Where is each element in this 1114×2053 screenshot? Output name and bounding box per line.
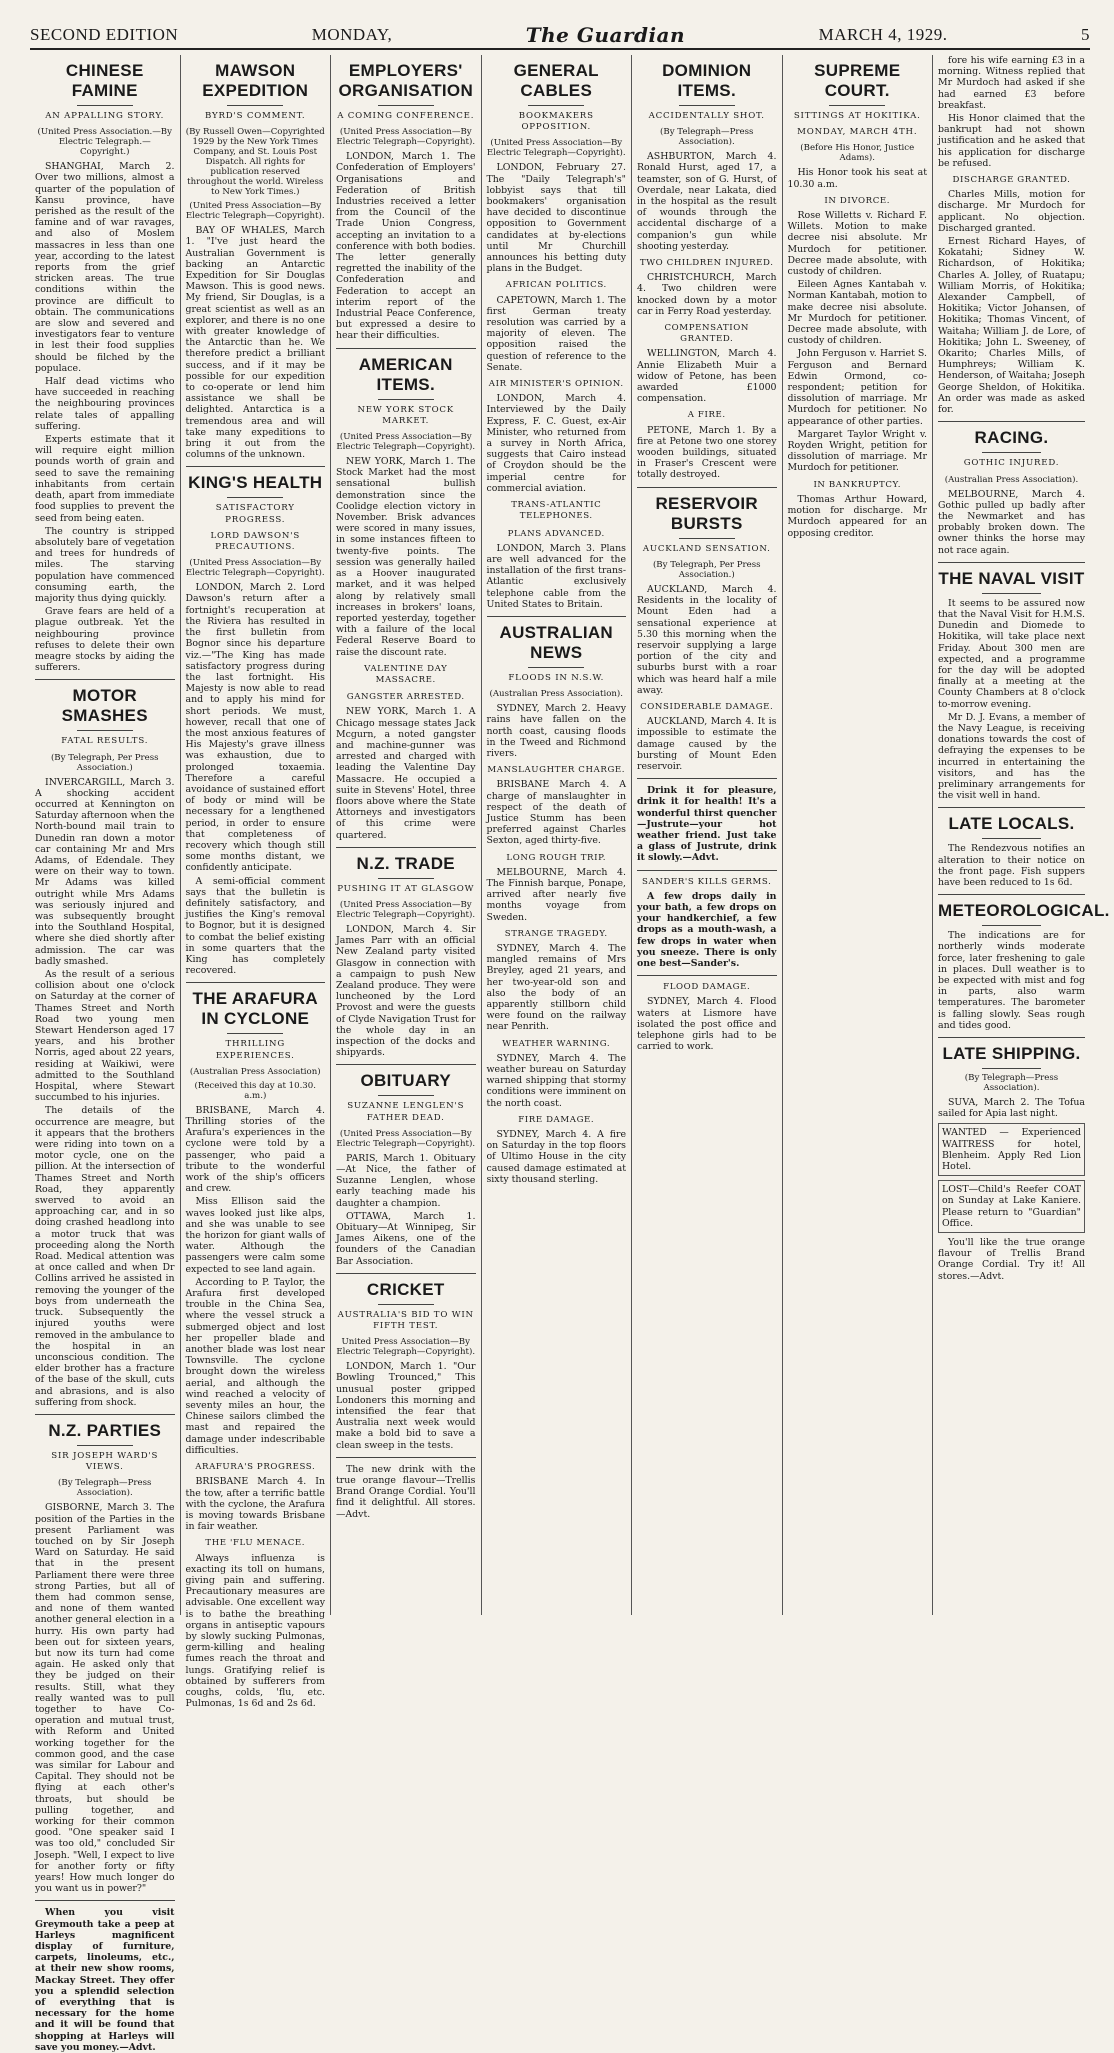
credit: (United Press Association.—By Electric Telegraph.—Copyright.) <box>37 127 172 158</box>
article-text: Thomas Arthur Howard, motion for discharge. Mr Murdoch appeared for an opposing creditor. <box>787 493 927 539</box>
section-heading: TRANS-ATLANTIC TELEPHONES. <box>511 500 602 522</box>
advertisement: The new drink with the true orange flavour—Trellis Brand Orange Cordial. You'll find it delightful. All stores.—Advt. <box>336 1463 476 1520</box>
subhead: AN APPALLING STORY. <box>45 111 165 121</box>
advertisement: Drink it for pleasure, drink it for health! It's a wonderful thirst quencher—Justrute—your hot weather friend. Just take a glass of Justrute, drink it slowly.—Advt. <box>637 785 777 864</box>
section-heading: MANSLAUGHTER CHARGE. <box>487 765 626 776</box>
headline: LATE SHIPPING. <box>942 1044 1081 1064</box>
section-heading: COMPENSATION GRANTED. <box>664 323 749 345</box>
headline: DOMINION ITEMS. <box>662 61 752 100</box>
article-text: As the result of a serious collision about one o'clock on Saturday at the corner of Thames Street and North Road two young men Stewart Henderson aged 17 years, and his brother Norris, aged about 22 years, residing at Waikiwi, were admitted to the Southland Hospital, where Stewart succumbed to his injuries. <box>35 969 175 1104</box>
headline: METEOROLOGICAL. <box>938 901 1110 921</box>
article-text: Rose Willetts v. Richard F. Willets. Motion to make decree nisi absolute. Mr Murdoch for petitioner. Decree made absolute, with custody of children. <box>787 210 927 278</box>
advertisement: A few drops daily in your bath, a few drops on your handkerchief, a few drops as a mouth-wash, a few drops in water when you sneeze. There is only one best—Sander's. <box>637 890 777 969</box>
article-text: MELBOURNE, March 4. The Finnish barque, Ponape, arrived after nearly five months voyage from Sweden. <box>486 866 626 923</box>
columns <box>30 55 1110 2053</box>
headline: AUSTRALIAN NEWS <box>499 622 613 662</box>
article-text: His Honor took his seat at 10.30 a.m. <box>787 167 927 190</box>
credit: (United Press Association—By Electric Telegraph—Copyright). <box>336 899 476 920</box>
advertisement: You'll like the true orange flavour of Trellis Brand Orange Cordial. Try it! All stores.—Advt. <box>938 1237 1085 1282</box>
headline: RESERVOIR BURSTS <box>655 493 759 533</box>
edition: SECOND EDITION <box>30 25 179 44</box>
article-text: Experts estimate that it will require eight million pounds worth of grain and seed to save the remaining inhabitants from certain death, apart from immediate food supplies to prevent the seed from being eaten. <box>35 434 175 524</box>
article-text: ASHBURTON, March 4. Ronald Hurst, aged 17, a teamster, son of G. Hurst, of Overdale, near Lakata, died in the hospital as the result of wounds through the accidental discharge of a companion's gun while shooting yesterday. <box>637 151 777 252</box>
article-text: Eileen Agnes Kantabah v. Norman Kantabah, motion to make decree nisi absolute. Mr Murdoch for petitioner. Decree made absolute, with custody of children. <box>787 279 927 347</box>
credit: (United Press Association—By Electric Telegraph—Copyright). <box>336 127 476 148</box>
article-text: WELLINGTON, March 4. Annie Elizabeth Muir a widow of Petone, has been awarded £1000 compensation. <box>637 348 777 405</box>
subhead: NEW YORK STOCK MARKET. <box>357 404 455 426</box>
article-text: MELBOURNE, March 4. Gothic pulled up badly after the Newmarket and has probably broken down. The owner thinks the horse may not race again. <box>938 488 1085 556</box>
headline: THE NAVAL VISIT <box>938 568 1085 588</box>
subhead: PUSHING IT AT GLASGOW <box>337 883 475 894</box>
credit: (By Telegraph, Per Press Association.) <box>652 559 761 580</box>
headline: GENERAL CABLES <box>513 61 599 100</box>
article-text: SYDNEY, March 4. Flood waters at Lismore have isolated the post office and telephone girls had to be carried to work. <box>637 996 777 1053</box>
day: MONDAY, <box>311 25 393 44</box>
article-text: INVERCARGILL, March 3. A shocking accident occurred at Kennington on Saturday afternoon when the North-bound mail train to Dunedin ran down a motor car containing Mr and Mrs Adams, of Edendale. They were on their way to town. Mr Adams was killed outright while Mrs Adams was seriously injured and was subsequently brought into the Southland Hospital, where she died shortly after admission. The car was badly smashed. <box>35 776 175 967</box>
section-heading: TWO CHILDREN INJURED. <box>639 258 774 269</box>
credit: (United Press Association—By Electric Telegraph—Copyright). <box>486 138 626 159</box>
classified-ad <box>938 1180 1085 1233</box>
section-heading: FIRE DAMAGE. <box>518 1114 595 1125</box>
article-text: BRISBANE March 4. In the tow, after a terrific battle with the cyclone, the Arafura is moving towards Brisbane in fair weather. <box>185 1476 325 1533</box>
section-heading: WEATHER WARNING. <box>502 1038 611 1049</box>
section-heading: IN DIVORCE. <box>824 195 891 206</box>
article-text: LONDON, March 4. Sir James Parr with an official New Zealand party visited Glasgow in connection with a campaign to push New Zealand produce. They were luncheoned by the Lord Provost and were the guests of Clyde Navigation Trust for the whole day in an inspection of the docks and shipyards. <box>336 923 476 1059</box>
article-text: Margaret Taylor Wright v. Royden Wright, petition for dissolution of marriage. Mr Murdoch for petitioner. <box>787 428 927 474</box>
column-3 <box>331 55 482 1615</box>
article-text: BAY OF WHALES, March 1. "I've just heard the Australian Government is backing an Antarctic Expedition for Sir Douglas Mawson. This is good news. My friend, Sir Douglas, is a great scientist as well as an explorer, and there is no one with greater knowledge of the Antarctic than he. We therefore predict a brilliant success, and if it may be possible for our expedition to co-operate or lend him assistance we shall be delighted. Antarctica is a tremendous area and will take many expeditions to bring it out from the columns of the unknown. <box>185 225 325 461</box>
section-heading: THE 'FLU MENACE. <box>205 1538 306 1549</box>
article-text: Half dead victims who have succeeded in reaching the neighbouring provinces relate tales of appalling suffering. <box>35 376 175 432</box>
section-heading: IN BANKRUPTCY. <box>813 479 902 490</box>
headline: N.Z. TRADE <box>356 853 455 873</box>
article-text: GISBORNE, March 3. The position of the Parties in the present Parliament was touched on by Sir Joseph Ward on Saturday. He said that in the present Parliament there were three strong Parties, but all of them had common sense, and none of them wanted another general election in a hurry. His own party had been out for sixteen years, but now its turn had come again. He asked only that they be judged on their results. Still, what they really wanted was to pull together to have Co-operation and mutual trust, with Reform and United working together for the common good, and the case was similar for Labour and Capital. They should not be flying at each other's throats, but should be pulling together, and working for their common good. "One speaker said I was too old," concluded Sir Joseph. "Well, I expect to live for another forty or fifty years! How much longer do you want us in power?" <box>35 1502 175 1895</box>
section-heading: LONG ROUGH TRIP. <box>506 852 607 863</box>
headline: AMERICAN ITEMS. <box>358 354 453 394</box>
article-text: The country is stripped absolutely bare of vegetation and trees for hundreds of miles. The starving population have commenced consuming earth, the majority thus dying quickly. <box>35 525 175 604</box>
column-4 <box>482 55 633 1615</box>
headline: SUPREME COURT. <box>814 61 901 100</box>
credit: (Australian Press Association). <box>944 474 1079 485</box>
article-text: PARIS, March 1. Obituary—At Nice, the father of Suzanne Lenglen, whose early teaching made his daughter a champion. <box>336 1152 476 1209</box>
advertisement: Always influenza is exacting its toll on humans, giving pain and suffering. Precautionary measures are advisable. One excellent way is to bathe the breathing organs in antiseptic vapours by slowly sucking Pulmonas, germ-killing and healing fumes reach the throat and lungs. Gratifying relief is obtained by sufferers from coughs, colds, 'flu, etc. Pulmonas, 1s 6d and 2s 6d. <box>185 1552 325 1710</box>
article-text: SUVA, March 2. The Tofua sailed for Apia last night. <box>938 1097 1085 1120</box>
headline: KING'S HEALTH <box>188 473 323 493</box>
credit: (United Press Association—By Electric Telegraph—Copyright). <box>336 1128 476 1149</box>
subhead: SIR JOSEPH WARD'S VIEWS. <box>51 1450 159 1473</box>
subhead: FATAL RESULTS. <box>61 736 149 747</box>
date: MARCH 4, 1929. <box>818 25 948 44</box>
credit: (By Telegraph—Press Association). <box>660 127 754 148</box>
classified-text: LOST—Child's Reefer COAT on Sunday at Lake Kaniere. Please return to "Guardian" Office. <box>942 1184 1081 1229</box>
subhead: A COMING CONFERENCE. <box>337 111 475 121</box>
column-2 <box>181 55 332 1710</box>
headline: RACING. <box>974 428 1049 448</box>
credit: (Received this day at 10.30. a.m.) <box>194 1080 316 1101</box>
section-heading: SANDER'S KILLS GERMS. <box>642 876 772 887</box>
subhead: THRILLING EXPERIENCES. <box>215 1039 295 1061</box>
section-heading: PLANS ADVANCED. <box>507 528 605 539</box>
headline: THE ARAFURA IN CYCLONE <box>192 989 318 1029</box>
article-text: SHANGHAI, March 2. Over two millions, almost a quarter of the population of Kansu province, have perished as the result of the famine and of war ravages, and also of Moslem massacres in less than one year, according to the latest reports from the grief stricken areas. The true conditions within the province are difficult to obtain. The communications are slow and severed and investigators fear to venture in lest their food supplies should be filched by the populace. <box>35 161 175 374</box>
section-heading: AIR MINISTER'S OPINION. <box>488 379 624 390</box>
article-text: Grave fears are held of a plague outbreak. Yet the neighbouring province refuses to delete their own meagre stocks by aiding the sufferers. <box>35 606 175 674</box>
credit: (United Press Association—By Electric Telegraph—Copyright). <box>336 432 476 453</box>
subhead: LORD DAWSON'S PRECAUTIONS. <box>210 530 301 553</box>
subhead: ACCIDENTALLY SHOT. <box>648 111 765 121</box>
credit: (By Telegraph, Per Press Association.) <box>50 752 159 773</box>
column-5 <box>632 55 783 1615</box>
headline: LATE LOCALS. <box>948 814 1075 834</box>
column-1 <box>30 55 181 2053</box>
article-text: The indications are for northerly winds moderate force, later freshening to gale in places. Dull weather is to be expected with mist and fog in parts, also warm temperatures. The barometer is falling slowly. Seas rough and tides good. <box>938 930 1085 1031</box>
article-text: LONDON, March 2. Lord Dawson's return after a fortnight's recuperation at the Riviera has resulted in the first bulletin from Bognor since his departure viz.—"The King has made satisfactory progress during the last fortnight. His Majesty is now able to read and to apply his mind for short periods. We must, however, recall that one of the most anxious features of His Majesty's grave illness was exhaustion, due to prolonged toxaemia. Therefore a careful avoidance of sustained effort of body or mind will be necessary for a lengthened period, in order to ensure that completeness of recovery which though still some months distant, we confidently anticipate. <box>185 582 325 874</box>
credit: (United Press Association—By Electric Telegraph—Copyright). <box>185 201 325 222</box>
article-text: SYDNEY, March 4. The mangled remains of Mrs Breyley, aged 21 years, and her two-year-old son and also the body of an apparently stillborn child were found on the railway near Penrith. <box>486 942 626 1033</box>
subhead: GOTHIC INJURED. <box>963 458 1060 469</box>
headline: MOTOR SMASHES <box>61 686 148 726</box>
article-text: LONDON, March 4. Interviewed by the Daily Express, F. C. Guest, ex-Air Minister, who returned from a survey in North Africa, suggests that Cairo instead of Croydon should be the imperial centre for commercial aviation. <box>486 393 626 494</box>
article-text: NEW YORK, March 1. A Chicago message states Jack Mcgurn, a noted gangster and machine-gunner was arrested and charged with leading the Valentine Day Massacre. He occupied a suite in Stevens' Hotel, three floors above where the State Attorneys and investigators of this crime were quartered. <box>336 706 476 841</box>
article-text: CAPETOWN, March 1. The first German treaty resolution was carried by a majority of eleven. The opposition raised the question of reference to the Senate. <box>486 294 626 373</box>
article-text: LONDON, March 3. Plans are well advanced for the installation of the first trans-Atlantic exclusively telephone cable from the United States to Britain. <box>486 542 626 610</box>
article-text: SYDNEY, March 4. A fire on Saturday in the top floors of Ultimo House in the city caused damage estimated at sixty thousand sterling. <box>486 1129 626 1185</box>
section-heading: GANGSTER ARRESTED. <box>346 692 465 703</box>
headline: CRICKET <box>366 1279 445 1299</box>
section-heading: ARAFURA'S PROGRESS. <box>195 1462 316 1473</box>
article-text: Ernest Richard Hayes, of Kokatahi; Sidney W. Richardson, of Hokitika; Charles A. Jolley, of Ruatapu; William Morris, of Hokitika; Alexander Campbell, of Hokitika; Victor Johansen, of Hokitika; Thomas Vincent, of Waitaha; William J. de Lore, of Hokitika; John L. Sweeney, of Okarito; Charles Mills, of Humphreys; William K. Henderson, of Waitaha; Joseph George Sheldon, of Hokitika. An order was made as asked for. <box>938 236 1085 416</box>
classified-ad <box>938 1123 1085 1176</box>
advertisement: When you visit Greymouth take a peep at Harleys magnificent display of furniture, carpets, linoleums, etc., at their new show rooms, Mackay Street. They offer you a splendid selection of everything that is necessary for the home and it will be found that shopping at Harleys will save you money.—Advt. <box>35 1907 175 2053</box>
page-number: 5 <box>1080 25 1090 44</box>
article-text: It seems to be assured now that the Naval Visit for H.M.S. Dunedin and Diomede to Hokitika, will take place next Friday. About 300 men are expected, and a programme for the day will be adopted finally at a meeting at the County Chambers at 8 o'clock to-morrow evening. <box>938 597 1085 710</box>
article-text: CHRISTCHURCH, March 4. Two children were knocked down by a motor car in Ferry Road yesterday. <box>637 272 777 317</box>
headline: N.Z. PARTIES <box>48 1420 162 1440</box>
credit: (By Telegraph—Press Association). <box>58 1478 152 1499</box>
section-heading: VALENTINE DAY MASSACRE. <box>364 663 448 685</box>
credit: (Before His Honor, Justice Adams). <box>800 143 915 164</box>
article-text: SYDNEY, March 4. The weather bureau on Saturday warned shipping that stormy conditions were imminent on the north coast. <box>486 1052 626 1109</box>
article-text: OTTAWA, March 1. Obituary—At Winnipeg, Sir James Aikens, one of the founders of the Canadian Bar Association. <box>336 1210 476 1267</box>
article-text: His Honor claimed that the bankrupt had not shown justification and he asked that his application for discharge be refused. <box>938 113 1085 169</box>
section-heading: FLOOD DAMAGE. <box>663 982 751 993</box>
column-6 <box>783 55 934 1615</box>
credit: (By Telegraph—Press Association). <box>964 1073 1059 1094</box>
article-text: AUCKLAND, March 4. It is impossible to estimate the damage caused by the bursting of Mount Eden reservoir. <box>637 716 777 772</box>
article-text: Charles Mills, motion for discharge. Mr Murdoch for applicant. No objection. Discharged granted. <box>938 189 1085 234</box>
section-heading: DISCHARGE GRANTED. <box>952 175 1071 186</box>
article-text: AUCKLAND, March 4. Residents in the locality of Mount Eden had a sensational experience at 5.30 this morning when the reservoir supplying a large portion of the city and suburbs burst with a roar which was heard half a mile away. <box>637 583 777 696</box>
subhead: SATISFACTORY PROGRESS. <box>215 503 295 525</box>
article-text: BRISBANE, March 4. Thrilling stories of the Arafura's experiences in the cyclone were told by a passenger, who paid a tribute to the wonderful work of the ship's officers and crew. <box>185 1104 325 1195</box>
subhead: BYRD'S COMMENT. <box>205 111 306 121</box>
section-heading: STRANGE TRAGEDY. <box>504 928 608 939</box>
credit: (By Russell Owen—Copyrighted 1929 by the New York Times Company, and St. Louis Post Dispatch. All rights for publication reserved throughout the world. Wireless to New York Times.) <box>185 127 325 198</box>
credit: (Australian Press Association). <box>489 689 623 700</box>
article-text: According to P. Taylor, the Arafura first developed trouble in the China Sea, where the vessel struck a submerged object and lost her propeller blade and another blade was lost near Townsville. The cyclone brought down the wireless aerial, and although the wind reached a velocity of seventy miles an hour, the Chinese sailors climbed the mast and repaired the damage under indescribable difficulties. <box>185 1276 325 1456</box>
headline: MAWSON EXPEDITION <box>202 61 309 100</box>
subhead: SITTINGS AT HOKITIKA. <box>793 111 921 121</box>
credit: (United Press Association—By Electric Telegraph—Copyright). <box>185 558 325 579</box>
headline: EMPLOYERS' ORGANISATION <box>338 61 474 100</box>
section-heading: AFRICAN POLITICS. <box>505 280 607 291</box>
article-text: SYDNEY, March 2. Heavy rains have fallen on the north coast, causing floods in the Tweed and Richmond rivers. <box>486 703 626 759</box>
classified-text: WANTED — Experienced WAITRESS for hotel, Blenheim. Apply Red Lion Hotel. <box>942 1127 1081 1173</box>
credit: United Press Association—By Electric Telegraph—Copyright). <box>336 1337 476 1358</box>
article-text: Miss Ellison said the waves looked just like alps, and she was unable to see the horizon for giant walls of water. Although the passengers were calm some expected to see land again. <box>185 1196 325 1275</box>
headline: CHINESE FAMINE <box>65 61 144 100</box>
subhead: FLOODS IN N.S.W. <box>508 672 605 683</box>
article-text: A semi-official comment says that the bulletin is definitely satisfactory, and justifies the King's removal to Bognor, but it is designed to combat the belief existing in some quarters that the King has completely recovered. <box>185 875 325 977</box>
article-text: LONDON, March 1. "Our Bowling Trounced," This unusual poster gripped Londoners this morning and intensified the fear that Australia next week would make a bold bid to save a clean sweep in the tests. <box>336 1361 476 1451</box>
subhead: SUZANNE LENGLEN'S FATHER DEAD. <box>347 1101 465 1123</box>
article-text: John Ferguson v. Harriet S. Ferguson and Bernard Edwin Ormond, co-respondent; petition for dissolution of marriage. Mr Murdoch for petitioner. No appearance of other parties. <box>787 348 927 427</box>
section-heading: CONSIDERABLE DAMAGE. <box>640 701 774 712</box>
article-text: BRISBANE March 4. A charge of manslaughter in respect of the death of Justice Stumm has been preferred against Charles Sexton, aged thirty-five. <box>486 779 626 847</box>
credit: (Australian Press Association) <box>189 1066 321 1077</box>
paper-title: The Guardian <box>525 23 686 47</box>
section-heading: A FIRE. <box>687 410 726 421</box>
headline: OBITUARY <box>360 1071 452 1091</box>
column-7 <box>933 55 1110 1615</box>
masthead <box>30 22 1090 50</box>
subhead: MONDAY, MARCH 4TH. <box>797 127 918 138</box>
article-text: The details of the occurrence are meagre, but it appears that the brothers were riding into town on a motor cycle, one on the pillion. At the intersection of Thames Street and North Road, they apparently swerved to avoid an approaching car, and in so doing crashed headlong into a motor truck that was proceeding along the North Road. Medical attention was at once called and when Dr Collins arrived he assisted in removing the younger of the boys from underneath the truck. Subsequently the injured youths were removed in the ambulance to the hospital in an unconscious condition. The elder brother has a fracture of the base of the skull, cuts and abrasions, and is also suffering from shock. <box>35 1105 175 1408</box>
article-text: Mr D. J. Evans, a member of the Navy League, is receiving donations towards the cost of defraying the expenses to be incurred in entertaining the visitors, and has the preliminary arrangements for the visit well in hand. <box>938 711 1085 802</box>
subhead: BOOKMAKERS OPPOSITION. <box>518 111 594 133</box>
article-text: The Rendezvous notifies an alteration to their notice on the front page. Fish suppers have been reduced to 1s 6d. <box>938 843 1085 888</box>
article-text: NEW YORK, March 1. The Stock Market had the most sensational bullish demonstration since the Coolidge election victory in November. Brisk advances were scored in many issues, in some instances fifteen to twenty-five points. The session was generally hailed as a Hoover inaugurated market, and it was helped along by relatively small increases in brokers' loans, reported yesterday, together with a failure of the local Federal Reserve Board to raise the discount rate. <box>336 456 476 658</box>
article-text: PETONE, March 1. By a fire at Petone two one storey wooden buildings, situated in Fraser's Crescent were totally destroyed. <box>637 424 777 481</box>
article-text: LONDON, March 1. The Confederation of Employers' Organisations and Federation of British Industries received a letter from the Council of the Trade Union Congress, accepting an invitation to a conference with both bodies. The letter generally regretted the inability of the Confederation and Federation to accept an interim report of the Industrial Peace Conference, but expressed a desire to hear their difficulties. <box>336 151 476 342</box>
subhead: AUCKLAND SENSATION. <box>642 543 771 554</box>
article-text: fore his wife earning £3 in a morning. Witness replied that Mr Murdoch had asked if she had earned £3 before breakfast. <box>938 55 1085 111</box>
subhead: AUSTRALIA'S BID TO WIN FIFTH TEST. <box>337 1309 474 1332</box>
article-text: LONDON, February 27. The "Daily Telegraph's" lobbyist says that till bookmakers' organisation have decided to discontinue opposition to Government candidates at by-elections until Mr Churchill announces his betting duty plans in the Budget. <box>486 162 626 275</box>
